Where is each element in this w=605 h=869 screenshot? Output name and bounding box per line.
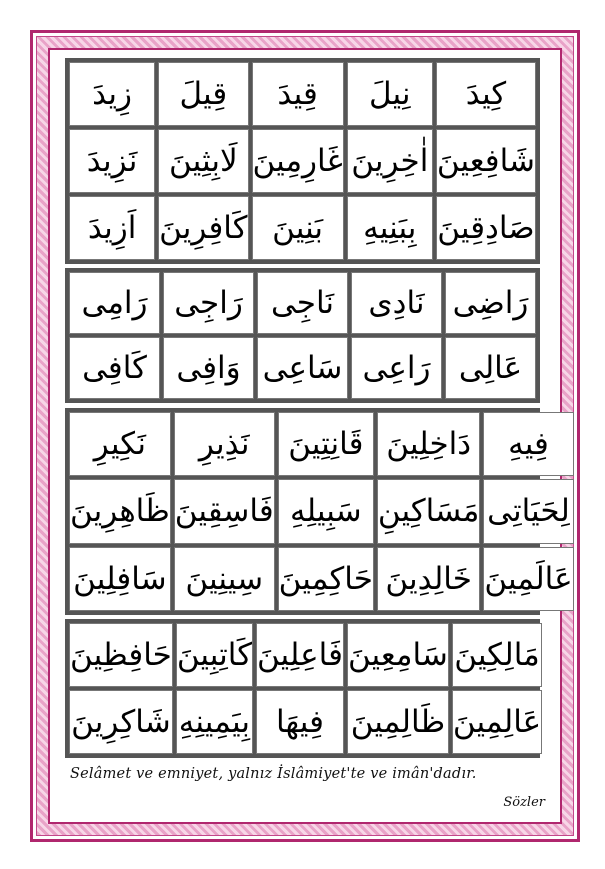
word-cell: سِينِينَ bbox=[174, 547, 275, 611]
word-cell: قَانِتِينَ bbox=[278, 412, 374, 476]
word-cell: سَاعِى bbox=[257, 337, 348, 399]
word-cell: لِحَيَاتِى bbox=[483, 479, 573, 543]
word-cell: دَاخِلِينَ bbox=[377, 412, 480, 476]
word-cell: بَنِينَ bbox=[252, 196, 344, 260]
word-cell: كَاتِبِينَ bbox=[176, 623, 253, 687]
word-cell: سَافِلِينَ bbox=[69, 547, 171, 611]
word-cell: لَابِثِينَ bbox=[158, 129, 248, 193]
word-cell: ظَالِمِينَ bbox=[347, 690, 449, 754]
word-cell: بِيَمِينِهِ bbox=[176, 690, 253, 754]
word-cell: قِيدَ bbox=[252, 62, 344, 126]
word-cell: مَالِكِينَ bbox=[452, 623, 542, 687]
word-cell: كَافِى bbox=[69, 337, 160, 399]
word-cell: رَاعِى bbox=[351, 337, 442, 399]
word-cell: نَادِى bbox=[351, 272, 442, 334]
word-cell: رَاجِى bbox=[163, 272, 254, 334]
word-cell: رَاضِى bbox=[445, 272, 536, 334]
word-table-block-2 bbox=[65, 268, 540, 403]
word-cell: اٰخِرِينَ bbox=[347, 129, 433, 193]
word-cell: وَافِى bbox=[163, 337, 254, 399]
word-cell: نَذِيرِ bbox=[174, 412, 275, 476]
word-cell: حَافِظِينَ bbox=[69, 623, 173, 687]
word-cell: فَاعِلِينَ bbox=[256, 623, 344, 687]
word-cell: شَاكِرِينَ bbox=[69, 690, 173, 754]
word-cell: فِيهِ bbox=[483, 412, 573, 476]
word-cell: كِيدَ bbox=[436, 62, 536, 126]
footer-source: Sözler bbox=[503, 795, 545, 810]
word-cell: مَسَاكِينِ bbox=[377, 479, 480, 543]
word-cell: عَالَمِينَ bbox=[483, 547, 573, 611]
word-cell: ظَاهِرِينَ bbox=[69, 479, 171, 543]
word-cell: حَاكِمِينَ bbox=[278, 547, 374, 611]
word-cell: نَكِيرِ bbox=[69, 412, 171, 476]
word-cell: نِيلَ bbox=[347, 62, 433, 126]
word-cell: قِيلَ bbox=[158, 62, 248, 126]
word-cell: فَاسِقِينَ bbox=[174, 479, 275, 543]
word-cell: سَبِيلِهِ bbox=[278, 479, 374, 543]
footer-quote: Selâmet ve emniyet, yalnız İslâmiyet'te ve imân'dadır. bbox=[70, 766, 477, 782]
word-cell: زِيدَ bbox=[69, 62, 155, 126]
word-cell: فِيهَا bbox=[256, 690, 344, 754]
word-cell: نَاجِى bbox=[257, 272, 348, 334]
word-cell: اَزِيدَ bbox=[69, 196, 155, 260]
word-cell: شَافِعِينَ bbox=[436, 129, 536, 193]
word-cell: سَامِعِينَ bbox=[347, 623, 449, 687]
word-table-block-3 bbox=[65, 408, 573, 615]
word-table-block-4 bbox=[65, 619, 540, 758]
word-table-block-1 bbox=[65, 58, 540, 264]
word-cell: عَالِمِينَ bbox=[452, 690, 542, 754]
word-cell: خَالِدِينَ bbox=[377, 547, 480, 611]
word-cell: عَالِى bbox=[445, 337, 536, 399]
word-cell: بِبَنِيهِ bbox=[347, 196, 433, 260]
word-cell: صَادِقِينَ bbox=[436, 196, 536, 260]
word-cell: كَافِرِينَ bbox=[158, 196, 248, 260]
word-cell: رَامِى bbox=[69, 272, 160, 334]
word-cell: نَزِيدَ bbox=[69, 129, 155, 193]
word-cell: غَارِمِينَ bbox=[252, 129, 344, 193]
